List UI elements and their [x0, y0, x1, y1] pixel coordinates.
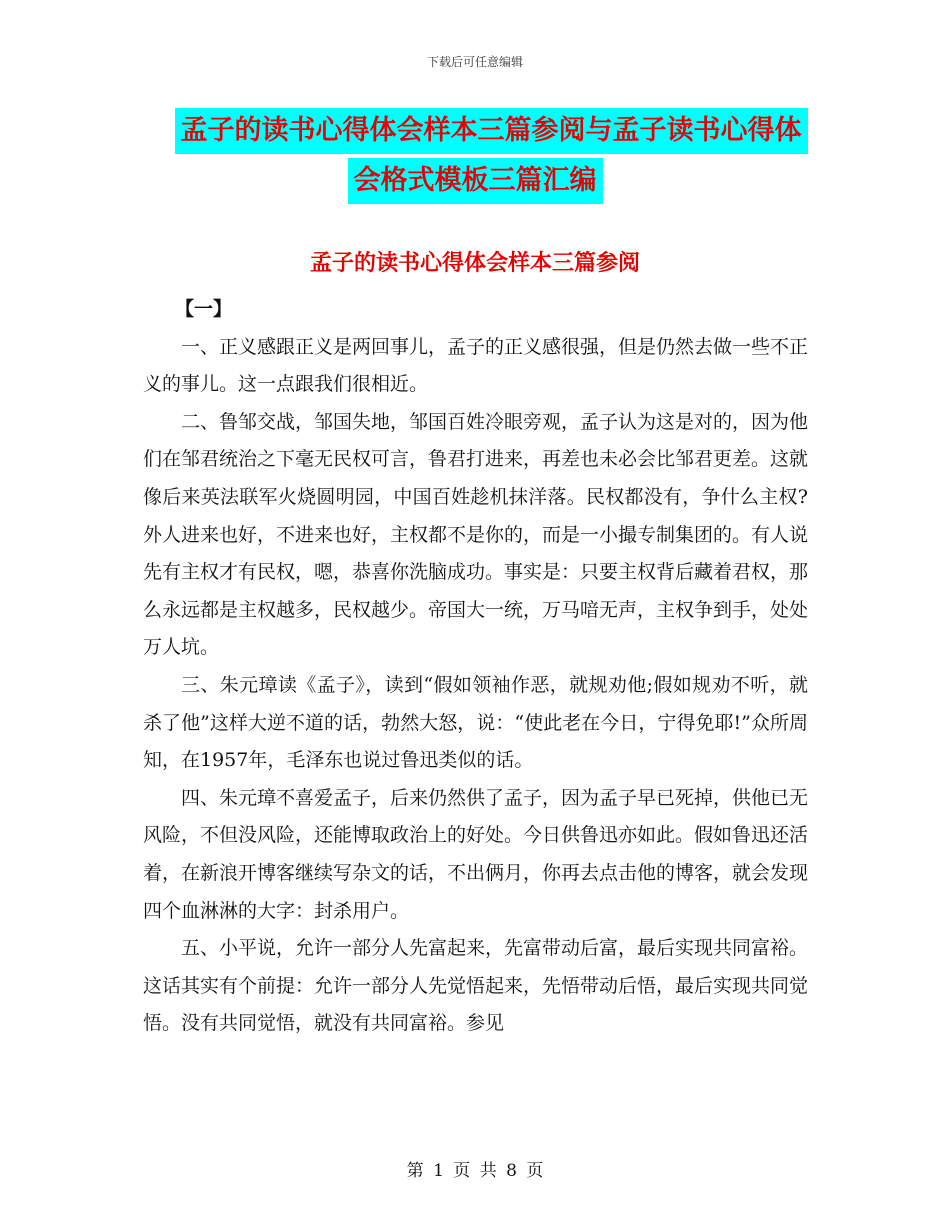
page-number-footer: 第 1 页 共 8 页 — [406, 1161, 544, 1181]
header-note: 下载后可任意编辑 — [426, 55, 523, 69]
section-heading: 孟子的读书心得体会样本三篇参阅 — [309, 251, 640, 276]
title-line-1: 孟子的读书心得体会样本三篇参阅与孟子读书心得体 — [175, 108, 808, 154]
title-line-2: 会格式模板三篇汇编 — [348, 158, 603, 204]
paragraph-1: 一、正义感跟正义是两回事儿，孟子的正义感很强，但是仍然去做一些不正义的事儿。这一点跟我们很相近。 — [143, 335, 809, 396]
paragraph-2: 二、鲁邹交战，邹国失地，邹国百姓冷眼旁观，孟子认为这是对的，因为他们在邹君统治之下毫无民权可言，鲁君打进来，再差也未必会比邹君更差。这就像后来英法联军火烧圆明园，中国百姓趁机抹洋落。民权都没有，争什么主权?外人进来也好，不进来也好，主权都不是你的，而是一小撮专制集团的。有人说先有主权才有民权，嗯，恭喜你洗脑成功。事实是：只要主权背后藏着君权，那么永远都是主权越多，民权越少。帝国大一统，万马喑无声，主权争到手，处处万人坑。 — [143, 410, 809, 659]
paragraph-5: 五、小平说，允许一部分人先富起来，先富带动后富，最后实现共同富裕。这话其实有个前提：允许一部分人先觉悟起来，先悟带动后悟，最后实现共同觉悟。没有共同觉悟，就没有共同富裕。参见 — [143, 937, 809, 1035]
body-content — [143, 291, 808, 1043]
section-subheading: 【一】 — [175, 298, 233, 320]
paragraph-3: 三、朱元璋读《孟子》，读到“假如领袖作恶，就规劝他;假如规劝不听，就杀了他”这样大逆不道的话，勃然大怒，说：“使此老在今日，宁得免耶!”众所周知，在1957年，毛泽东也说过鲁迅类似的话。 — [143, 673, 808, 772]
paragraph-4: 四、朱元璋不喜爱孟子，后来仍然供了孟子，因为孟子早已死掉，供他已无风险，不但没风险，还能博取政治上的好处。今日供鲁迅亦如此。假如鲁迅还活着，在新浪开博客继续写杂文的话，不出俩月，你再去点击他的博客，就会发现四个血淋淋的大字：封杀用户。 — [143, 786, 809, 922]
document-title — [0, 108, 950, 204]
